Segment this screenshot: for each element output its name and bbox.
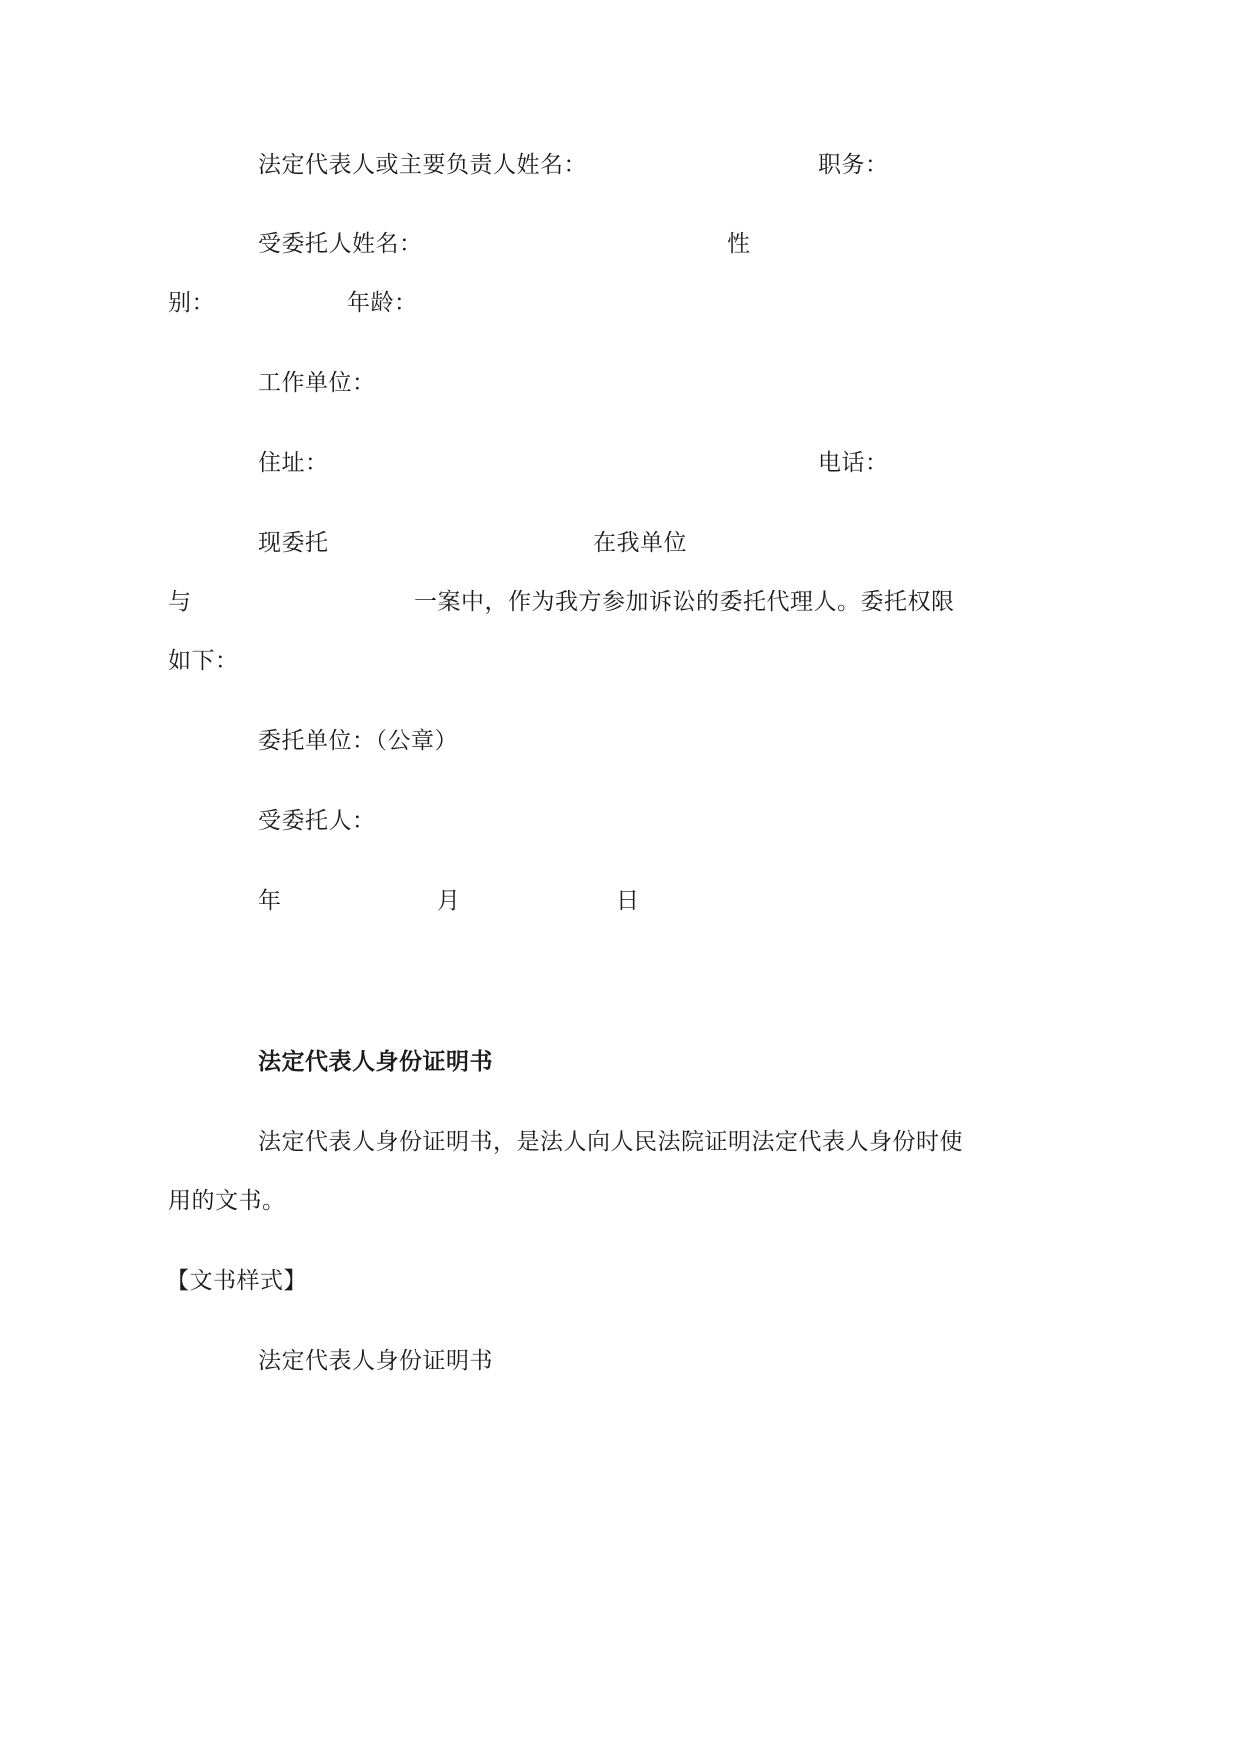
gender-label-part2: 别： [168, 290, 215, 316]
year-label: 年 [258, 888, 282, 914]
agent-name-label: 受委托人姓名： [258, 231, 423, 257]
agent-label: 受委托人： [258, 808, 376, 834]
template-label: 【文书样式】 [166, 1268, 307, 1294]
entrusting-unit-label: 委托单位：（公章） [258, 728, 458, 754]
entrust-text-2: 在我单位 [593, 530, 687, 556]
entrust-text-4: 一案中，作为我方参加诉讼的委托代理人。委托权限 [414, 589, 955, 615]
age-label: 年龄： [347, 290, 418, 316]
template-title: 法定代表人身份证明书 [258, 1348, 493, 1374]
entrust-text-3: 与 [168, 589, 192, 615]
entrust-text-5: 如下： [168, 648, 239, 674]
address-label: 住址： [258, 450, 329, 476]
entrust-text-1: 现委托 [258, 530, 329, 556]
section-description-line1: 法定代表人身份证明书，是法人向人民法院证明法定代表人身份时使 [258, 1129, 963, 1155]
position-label: 职务： [818, 152, 889, 178]
day-label: 日 [616, 888, 640, 914]
work-unit-label: 工作单位： [258, 370, 376, 396]
legal-rep-name-label: 法定代表人或主要负责人姓名： [258, 152, 587, 178]
month-label: 月 [437, 888, 461, 914]
gender-label-part1: 性 [727, 231, 751, 257]
section-heading: 法定代表人身份证明书 [258, 1048, 493, 1075]
phone-label: 电话： [818, 450, 889, 476]
section-description-line2: 用的文书。 [168, 1188, 286, 1214]
